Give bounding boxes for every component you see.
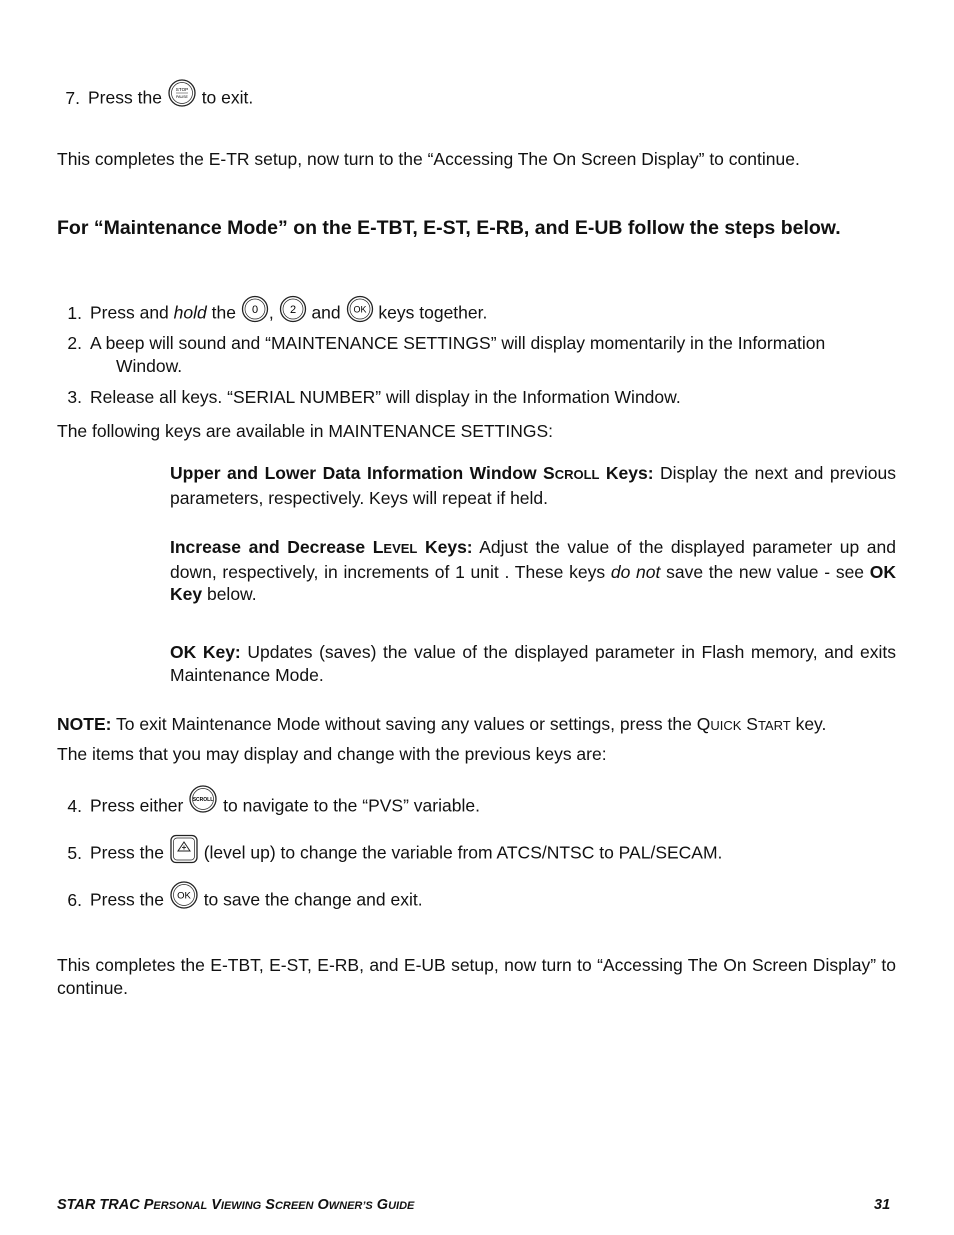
step-text: to save the change and exit. xyxy=(203,889,423,910)
page-number: 31 xyxy=(874,1197,891,1213)
svg-text:2: 2 xyxy=(289,304,296,316)
term: Increase and Decrease L xyxy=(170,537,384,557)
step-3 xyxy=(58,386,681,408)
ok-key-icon xyxy=(346,295,374,323)
term: Keys: xyxy=(417,537,473,557)
section-heading: For “Maintenance Mode” on the E-TBT, E-ST, E-RB, and E-UB follow the steps below. xyxy=(57,217,841,239)
svg-text:0: 0 xyxy=(251,304,258,316)
note-text: To exit Maintenance Mode without saving any values or settings, press the Q xyxy=(111,714,711,734)
definition-italic: do not xyxy=(610,561,661,582)
footer-title xyxy=(57,1197,414,1213)
term: Upper and Lower Data Information Window S xyxy=(170,463,555,483)
scroll-key-icon xyxy=(188,784,218,814)
step-4 xyxy=(58,792,480,822)
step-number: 1. xyxy=(67,302,82,323)
footer-text: S xyxy=(261,1197,275,1213)
note-smallcaps: TART xyxy=(757,718,791,733)
scroll-keys-description xyxy=(170,462,896,509)
svg-text:OK: OK xyxy=(176,890,191,902)
step-5 xyxy=(58,839,722,869)
step-text: to exit. xyxy=(201,87,254,108)
step-2 xyxy=(58,332,825,354)
zero-key-icon xyxy=(241,295,269,323)
step-number: 4. xyxy=(67,795,82,816)
note-text: S xyxy=(741,714,758,734)
term: Keys: xyxy=(599,463,654,483)
svg-text:SCROLL: SCROLL xyxy=(192,797,214,803)
step-text: Press the xyxy=(88,87,162,108)
footer-smallcaps: CREEN xyxy=(274,1200,314,1212)
step-2-continued: Window. xyxy=(116,356,183,376)
step-text: Press the xyxy=(90,889,164,910)
step-7 xyxy=(56,84,253,114)
definition: Updates (saves) the value of the displayed parameter in Flash memory, and exits Maintenance Mode. xyxy=(170,642,896,685)
two-key-icon xyxy=(279,295,307,323)
footer-text: G xyxy=(372,1197,389,1213)
svg-text:PAUSE: PAUSE xyxy=(175,95,188,99)
etr-complete-paragraph: This completes the E-TR setup, now turn to the “Accessing The On Screen Display” to continue. xyxy=(57,149,800,169)
step-text: (level up) to change the variable from ATCS/NTSC to PAL/SECAM. xyxy=(203,842,723,863)
items-intro: The items that you may display and change with the previous keys are: xyxy=(57,744,607,764)
step-text: the xyxy=(206,302,236,323)
footer-smallcaps: ERSONAL xyxy=(153,1200,208,1212)
step-text: keys together. xyxy=(378,302,488,323)
step-number: 3. xyxy=(67,387,82,407)
step-text: Press and xyxy=(90,302,174,323)
step-text: , xyxy=(268,302,274,323)
level-up-key-icon xyxy=(169,834,199,864)
step-number: 5. xyxy=(67,842,82,863)
footer-smallcaps: IEWING xyxy=(220,1200,262,1212)
footer-text: STAR TRAC P xyxy=(57,1197,154,1213)
ok-key-icon xyxy=(169,880,199,910)
term: OK Key: xyxy=(170,642,241,662)
svg-text:OK: OK xyxy=(353,304,367,315)
step-text-italic: hold xyxy=(173,302,207,323)
note xyxy=(57,713,826,737)
step-6 xyxy=(58,886,423,916)
step-text: to navigate to the “PVS” variable. xyxy=(223,795,480,816)
stop-key-icon xyxy=(167,78,197,108)
definition: below. xyxy=(202,584,257,604)
term-smallcaps: CROLL xyxy=(554,467,600,482)
ok-key-description xyxy=(170,641,896,686)
step-text: Press the xyxy=(90,842,164,863)
note-label: NOTE: xyxy=(57,714,112,734)
step-number: 2. xyxy=(67,333,82,353)
step-text: A beep will sound and “MAINTENANCE SETTINGS” will display momentarily in the Information xyxy=(90,333,826,353)
footer-smallcaps: WNER’S xyxy=(328,1200,373,1212)
step-text: and xyxy=(311,302,341,323)
definition: Adjust the value of the displayed parameter up and down, respectively, in increments of 1 unit . These keys xyxy=(170,537,896,582)
note-smallcaps: UICK xyxy=(710,718,742,733)
step-text: Press either xyxy=(90,795,184,816)
step-number: 7. xyxy=(65,87,80,108)
step-text: Release all keys. “SERIAL NUMBER” will display in the Information Window. xyxy=(90,387,681,407)
footer-text: V xyxy=(207,1197,221,1213)
term: OK Key xyxy=(170,561,897,604)
svg-text:STOP: STOP xyxy=(175,87,189,92)
definition: save the new value - see xyxy=(660,561,870,582)
term-smallcaps: EVEL xyxy=(383,541,418,556)
step-1 xyxy=(58,300,487,328)
note-text: key. xyxy=(790,714,827,734)
footer-smallcaps: UIDE xyxy=(388,1200,415,1212)
definition: Display the next and previous parameters, respectively. Keys will repeat if held. xyxy=(170,463,896,508)
level-keys-description xyxy=(170,536,896,606)
footer-text: O xyxy=(313,1197,329,1213)
keys-intro: The following keys are available in MAINTENANCE SETTINGS: xyxy=(57,421,553,441)
step-number: 6. xyxy=(67,889,82,910)
etbt-complete-paragraph: This completes the E-TBT, E-ST, E-RB, and E-UB setup, now turn to “Accessing The On Screen Display” to continue. xyxy=(57,955,896,998)
